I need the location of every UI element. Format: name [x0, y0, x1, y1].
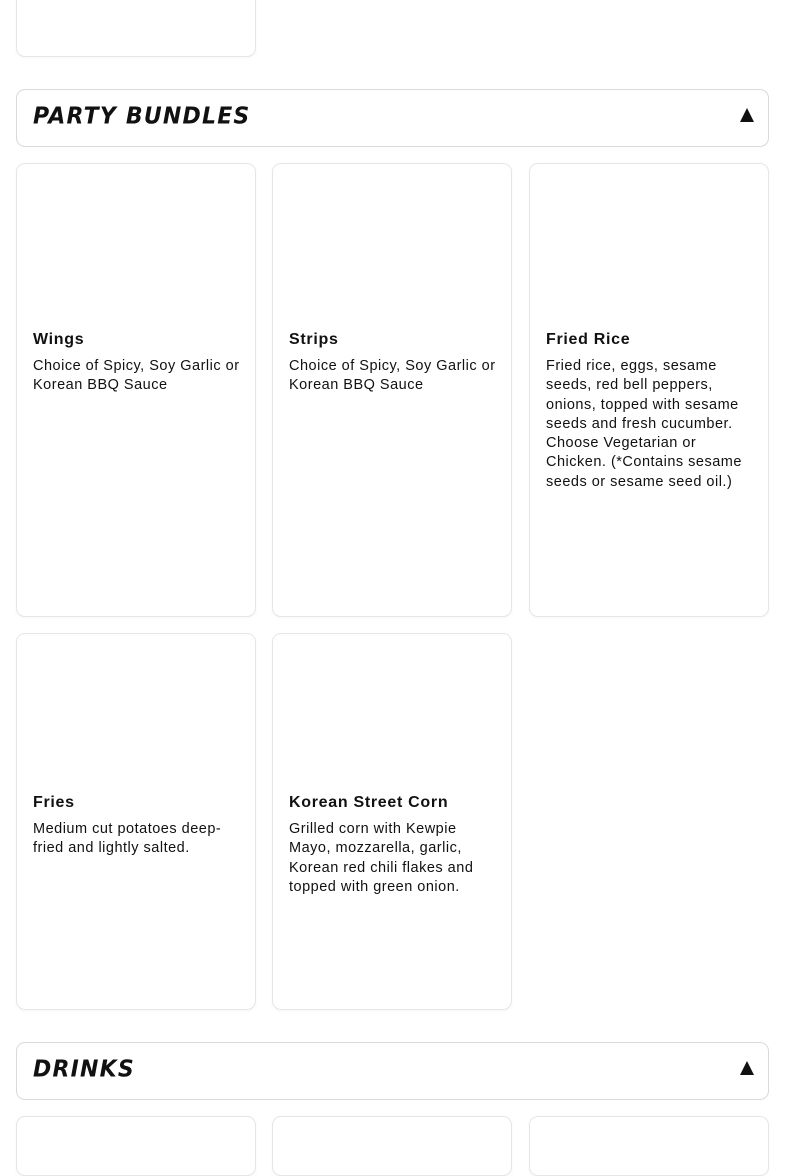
section-title: DRINKS: [33, 1056, 135, 1083]
menu-item-description: Medium cut potatoes deep-fried and lightly salted.: [33, 821, 222, 857]
menu-item-description: Grilled corn with Kewpie Mayo, mozzarella, garlic, Korean red chili flakes and topped with green onion.: [289, 821, 474, 895]
menu-item-card-drink[interactable]: [529, 1116, 769, 1176]
menu-item-card-strips[interactable]: [272, 163, 512, 617]
menu-item-card-drink[interactable]: [272, 1116, 512, 1176]
menu-item-name: Strips: [289, 331, 339, 348]
menu-item-card-partial[interactable]: [16, 0, 256, 57]
menu-item-name: Fries: [33, 794, 75, 811]
menu-item-description: Fried rice, eggs, sesame seeds, red bell peppers, onions, topped with sesame seeds and fresh cucumber. Choose Vegetarian or Chicken. (*Contains sesame seeds or sesame seed oil.): [546, 358, 742, 490]
menu-item-card-fried-rice[interactable]: [529, 163, 769, 617]
section-title: PARTY BUNDLES: [33, 103, 251, 130]
menu-item-card-korean-street-corn[interactable]: [272, 633, 512, 1010]
menu-item-name: Fried Rice: [546, 331, 631, 348]
menu-item-description: Choice of Spicy, Soy Garlic or Korean BBQ Sauce: [289, 358, 496, 394]
section-header-drinks[interactable]: [16, 1042, 769, 1100]
menu-item-card-wings[interactable]: [16, 163, 256, 617]
menu-item-description: Choice of Spicy, Soy Garlic or Korean BBQ Sauce: [33, 358, 240, 394]
menu-item-name: Korean Street Corn: [289, 794, 449, 811]
menu-item-card-drink[interactable]: [16, 1116, 256, 1176]
section-header-party-bundles[interactable]: [16, 89, 769, 147]
triangle-up-icon[interactable]: [740, 108, 754, 122]
triangle-up-icon[interactable]: [740, 1061, 754, 1075]
menu-item-name: Wings: [33, 331, 85, 348]
menu-item-card-fries[interactable]: [16, 633, 256, 1010]
